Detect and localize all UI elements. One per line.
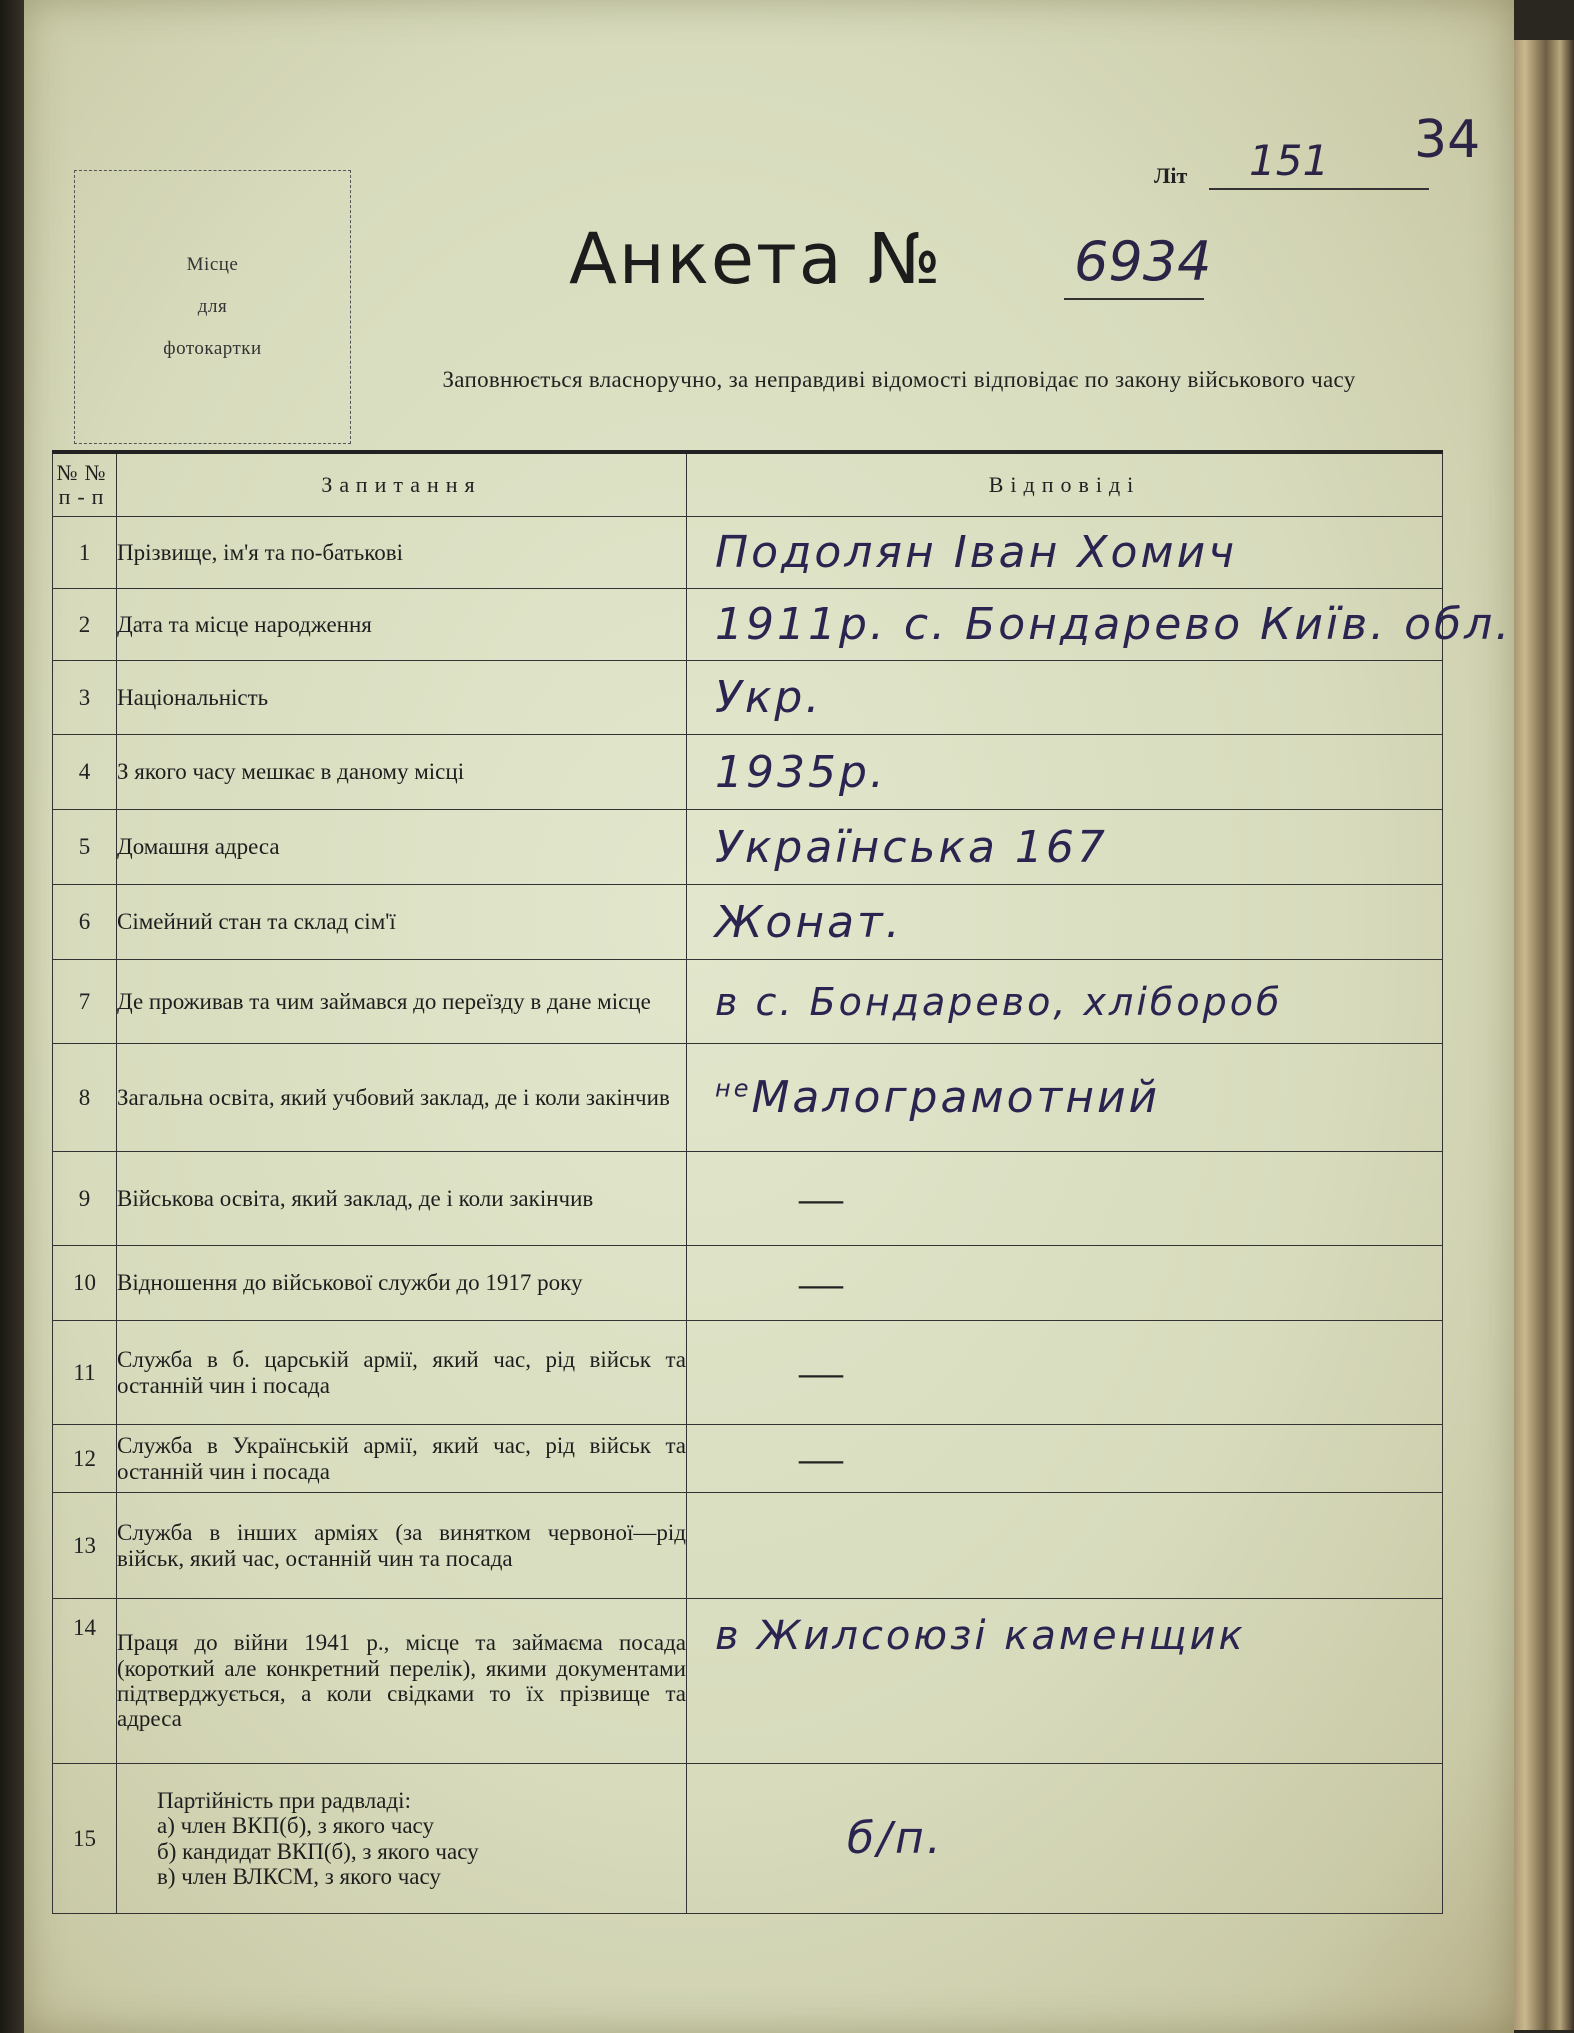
page-stack-edge: [1504, 40, 1574, 2030]
row-question: Загальна освіта, який учбовий заклад, де і коли закінчив: [117, 1044, 687, 1152]
row-number: 11: [53, 1321, 117, 1425]
form-subtitle: Заповнюється власноручно, за неправдиві відомості відповідає по закону військового часу: [442, 367, 1356, 392]
form-number-underline: [1064, 298, 1204, 300]
row-number: 1: [53, 517, 117, 589]
row-number: 13: [53, 1493, 117, 1599]
row-answer-cell: [687, 1152, 1443, 1246]
table-row: [53, 589, 1443, 661]
row-answer-cell: [687, 1764, 1443, 1914]
photo-label-line3: фотокартки: [163, 338, 262, 359]
row-answer-cell: [687, 1493, 1443, 1599]
table-row: [53, 810, 1443, 885]
table-row: [53, 1152, 1443, 1246]
table-row: [53, 1599, 1443, 1764]
table-row: [53, 1321, 1443, 1425]
row-answer-cell: [687, 1044, 1443, 1152]
form-number: 6934: [1074, 230, 1212, 293]
row-question: Сімейний стан та склад сім'ї: [117, 885, 687, 960]
row-answer: 1911р. с. Бондарево Київ. обл.: [715, 599, 1513, 650]
row-question: Служба в Українській армії, який час, рід військ та останній чин і посада: [117, 1425, 687, 1493]
row-answer: —: [799, 1434, 843, 1483]
table-row: [53, 1246, 1443, 1321]
row-answer: Жонат.: [715, 896, 903, 948]
row-answer: Укр.: [715, 672, 823, 723]
row-question: Військова освіта, який заклад, де і коли закінчив: [117, 1152, 687, 1246]
row-question: Дата та місце народження: [117, 589, 687, 661]
table-row: [53, 1493, 1443, 1599]
row-answer: [687, 1520, 715, 1571]
row-answer-cell: [687, 661, 1443, 735]
row-number: 3: [53, 661, 117, 735]
row-number: 15: [53, 1764, 117, 1914]
lit-underline: [1209, 188, 1429, 190]
row-number: 4: [53, 735, 117, 810]
row-answer-cell: [687, 735, 1443, 810]
row-question: Служба в б. царській армії, який час, рід військ та останній чин і посада: [117, 1321, 687, 1425]
table-row: [53, 1425, 1443, 1493]
row-number: 6: [53, 885, 117, 960]
row-question: Праця до війни 1941 р., місце та займаєма посада (короткий але конкретний перелік), якими документами підтверджується, а коли свідками то їх прізвище та адреса: [117, 1599, 687, 1764]
row-number: 10: [53, 1246, 117, 1321]
row-number: 12: [53, 1425, 117, 1493]
questionnaire-table: [52, 450, 1513, 1914]
row-answer: [687, 1072, 1160, 1123]
lit-value: 151: [1249, 136, 1330, 185]
photo-placeholder: [74, 170, 351, 444]
row-question: Національність: [117, 661, 687, 735]
row-number: 7: [53, 960, 117, 1044]
row-answer-cell: [687, 885, 1443, 960]
row-answer-cell: [687, 589, 1513, 661]
row-answer: в Жилсоюзі каменщик: [715, 1613, 1246, 1659]
row-answer-cell: [687, 1599, 1443, 1764]
row-question: Служба в інших арміях (за винятком червоної—рід військ, який час, останній чин та посада: [117, 1493, 687, 1599]
row-answer-cell: [687, 1246, 1443, 1321]
table-row: [53, 517, 1443, 589]
table-header-row: [53, 452, 1443, 517]
row-answer: 1935р.: [715, 746, 887, 798]
row-answer-cell: [687, 517, 1443, 589]
row-answer-cell: [687, 1321, 1443, 1425]
form-title: Анкета №: [569, 218, 943, 300]
page-number: 34: [1414, 110, 1481, 170]
row-number: 8: [53, 1044, 117, 1152]
row-number: 2: [53, 589, 117, 661]
row-answer: Подолян Іван Хомич: [715, 527, 1238, 578]
table-row: [53, 1044, 1443, 1152]
table-row: [53, 960, 1443, 1044]
book-binding: [0, 0, 26, 2033]
lit-label: Літ: [1154, 163, 1188, 188]
row-number: 14: [53, 1599, 117, 1764]
row-question: Домашня адреса: [117, 810, 687, 885]
col-answer-header: Відповіді: [687, 452, 1443, 517]
row-answer: Українська 167: [715, 821, 1108, 873]
row-question: З якого часу мешкає в даному місці: [117, 735, 687, 810]
row-question: Де проживав та чим займався до переїзду в дане місце: [117, 960, 687, 1044]
row-number: 5: [53, 810, 117, 885]
row-answer-cell: [687, 960, 1443, 1044]
row-question: Партійність при радвладі: а) член ВКП(б), з якого часу б) кандидат ВКП(б), з якого часу в) член ВЛКСМ, з якого часу: [117, 1764, 687, 1914]
form-page: [24, 0, 1514, 2033]
row-answer-insertion: не: [715, 1074, 752, 1103]
row-question: Відношення до військової служби до 1917 року: [117, 1246, 687, 1321]
table-row: [53, 735, 1443, 810]
row-question: Прізвище, ім'я та по-батькові: [117, 517, 687, 589]
row-answer: —: [799, 1174, 843, 1223]
row-answer-cell: [687, 810, 1443, 885]
photo-label-line2: для: [197, 296, 228, 317]
photo-label-line1: Місце: [186, 254, 239, 275]
col-question-header: Запитання: [117, 452, 687, 517]
row-answer: в с. Бондарево, хлібороб: [715, 979, 1283, 1024]
row-answer: —: [799, 1348, 843, 1397]
col-number-header: №№ п-п: [53, 452, 117, 517]
table-row: [53, 661, 1443, 735]
row-answer: —: [799, 1258, 843, 1308]
row-answer-cell: [687, 1425, 1443, 1493]
table-row: [53, 1764, 1443, 1914]
row-number: 9: [53, 1152, 117, 1246]
table-row: [53, 885, 1443, 960]
row-answer-text: Малограмотний: [751, 1072, 1161, 1123]
row-answer: б/п.: [847, 1813, 944, 1864]
